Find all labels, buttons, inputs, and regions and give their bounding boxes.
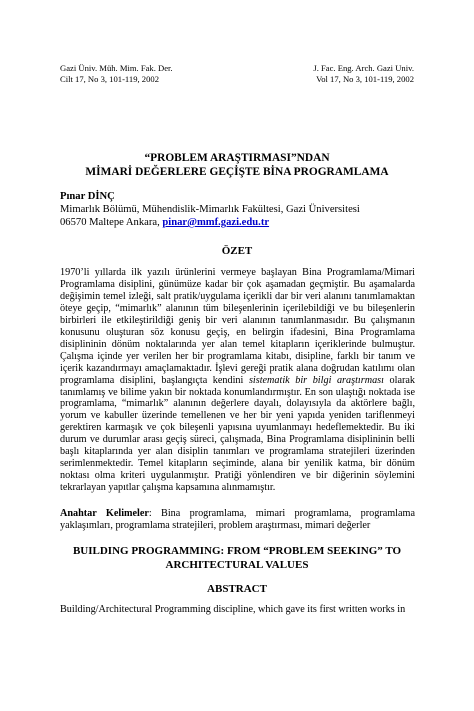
journal-header-turkish	[60, 63, 173, 85]
keywords-text: : Bina programlama, mimari programlama, programlama yaklaşımları, programlama stratejileri, problem araştırması, mimari değerler	[60, 508, 415, 531]
author-email-link[interactable]: pinar@mmf.gazi.edu.tr	[162, 217, 270, 228]
paper-title-line1: “PROBLEM ARAŞTIRMASI”NDAN	[144, 152, 330, 164]
header-volume-info: Cilt 17, No 3, 101-119, 2002	[60, 74, 159, 84]
author-address-text: 06570 Maltepe Ankara,	[60, 217, 163, 228]
keywords-label: Anahtar Kelimeler	[60, 508, 149, 519]
abstract-heading: ABSTRACT	[207, 583, 267, 595]
ozet-text-part2: olarak tanımlamış ve bilime yakın bir noktada konumlandırmıştır. En son ulaştığı noktada ise programlama, “mimarlık” alanının değerlere dayalı, dolayısıyla da aktörlere bağlı, yorum ve kabuller üzerinde temellenen ve her bir yeni yapıda yeniden tariflenmeyi gerektiren karmaşık ve çok bileşenli yapısına uyumlanmayı hedeflemektedir. Bu iki durum ve durumlar arası geçiş süreci, çalışmada, Bina Programlama disiplininin belli başlı kitaplarında yer alan disiplin tanımları ve programlama stratejileri üzerinden serimlenmektedir. Temel kitapların seçiminde, alana bir yenilik katma, bir dönüm noktası olma kriteri uygulanmıştır. Pratiği yönlendiren ve bir diğerinin söylemini tekrarlayan yapıtlar çalışma kapsamına alınmamıştır.	[60, 374, 415, 494]
journal-header-english	[313, 63, 414, 85]
english-title-line2: ARCHITECTURAL VALUES	[165, 558, 309, 571]
keywords-paragraph	[60, 508, 415, 532]
header-volume-info-en: Vol 17, No 3, 101-119, 2002	[316, 74, 414, 84]
ozet-heading: ÖZET	[221, 245, 253, 257]
ozet-text-part1: 1970’li yıllarda ilk yazılı ürünlerini vermeye başlayan Bina Programlama/Mimari Programlama disiplini, günümüze kadar bir çok aşamadan geçmiştir. Bu aşamalarda değişimin temel izleği, salt pratik/uygulama içerikli dar bir veri alanını tanımlamaktan öteye geçip, “mimarlık” alanının tüm bileşenlerinin içerilebildiği ve bu bileşenlerin birbirleri ile etkileştirildiği geniş bir veri alanının tanımlanmasıdır. Bu çalışmanın konusunu oluşturan söz konusu geçiş, en belirgin ifadesini, Bina Programlama disiplininin dönüm noktalarında yer alan temel kitapların içeriklerinde bulmuştur. Çalışma içinde yer verilen her bir programlama kitabı, disipline, farklı bir tanım ve içerik kazandırmayı amaçlamaktadır. İşlevi gereği pratik alana doğrudan katılımı olan programlama disiplini, başlangıçta kendini	[60, 267, 415, 386]
author-name: Pınar DİNÇ	[60, 191, 115, 202]
author-block	[60, 190, 360, 229]
author-address	[60, 216, 360, 229]
header-journal-name: Gazi Üniv. Müh. Mim. Fak. Der.	[60, 63, 173, 73]
abstract-paragraph: Building/Architectural Programming discipline, which gave its first written works in	[60, 604, 406, 615]
english-title-line1: BUILDING PROGRAMMING: FROM “PROBLEM SEEKING” TO	[72, 545, 402, 557]
english-title	[40, 545, 434, 572]
header-journal-name-en: J. Fac. Eng. Arch. Gazi Univ.	[313, 63, 414, 73]
author-affiliation: Mimarlık Bölümü, Mühendislik-Mimarlık Fakültesi, Gazi Üniversitesi	[60, 204, 360, 215]
ozet-italic-phrase: sistematik bir bilgi araştırması	[248, 374, 384, 386]
ozet-paragraph	[60, 267, 415, 494]
paper-title-line2: MİMARİ DEĞERLERE GEÇİŞTE BİNA PROGRAMLAMA	[85, 166, 389, 178]
paper-title	[40, 151, 434, 179]
